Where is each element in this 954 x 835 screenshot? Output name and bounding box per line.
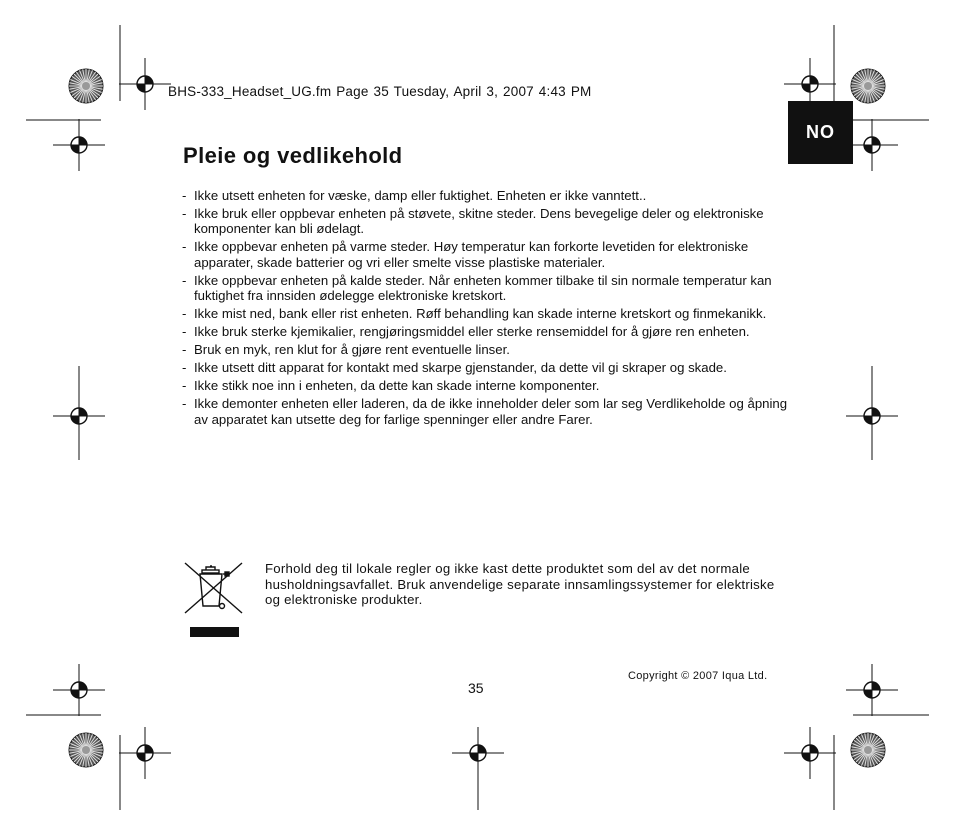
page-number: 35 [468,680,484,696]
list-dash: - [182,396,187,412]
language-tab: NO [788,101,853,164]
list-item-text: Ikke mist ned, bank eller rist enheten. Røff behandling kan skade interne kretskort og finmekanikk. [194,306,767,322]
list-dash: - [182,306,187,322]
list-dash: - [182,324,187,340]
list-item-text: Ikke utsett ditt apparat for kontakt med skarpe gjenstander, da dette vil gi skraper og skade. [194,360,727,376]
list-item-text: Bruk en myk, ren klut for å gjøre rent eventuelle linser. [194,342,510,358]
list-item [181,273,801,304]
list-item [181,306,801,321]
list-item [181,378,801,393]
list-dash: - [182,342,187,358]
list-item-text: Ikke oppbevar enheten på varme steder. Høy temperatur kan forkorte levetiden for elektroniske apparater, skade batterier og vri eller smelte visse plastiske materialer. [194,239,749,270]
copyright: Copyright © 2007 Iqua Ltd. [628,670,768,682]
list-item-text: Ikke demonter enheten eller laderen, da de ikke inneholder deler som lar seg Verdlikeholde og åpning av apparatet kan utsette deg for farlige spenninger eller andre Farer. [194,396,788,427]
file-info-header: BHS-333_Headset_UG.fm Page 35 Tuesday, April 3, 2007 4:43 PM [168,84,592,99]
list-dash: - [182,360,187,376]
list-item [181,188,801,203]
list-item [181,324,801,339]
weee-bar [190,627,239,637]
list-item-text: Ikke utsett enheten for væske, damp eller fuktighet. Enheten er ikke vanntett.. [194,188,647,203]
list-item-text: Ikke stikk noe inn i enheten, da dette kan skade interne komponenter. [194,378,600,394]
care-instructions-list [181,188,801,430]
list-dash: - [182,206,187,221]
list-item-text: Ikke bruk sterke kjemikalier, rengjøringsmiddel eller sterke rensemiddel for å gjøre ren enheten. [194,324,750,340]
crossed-out-wheelie-bin-icon [182,560,246,616]
list-dash: - [182,239,187,255]
list-dash: - [182,272,187,288]
list-item-text: Ikke bruk eller oppbevar enheten på støvete, skitne steder. Dens bevegelige deler og elektroniske komponenter kan bli ødelagt. [194,206,764,237]
list-item-text: Ikke oppbevar enheten på kalde steder. Når enheten kommer tilbake til sin normale temperatur kan fuktighet fra innsiden ødelegge elektroniske kretskort. [194,272,772,304]
list-item [181,342,801,357]
list-item [181,360,801,375]
list-item [181,396,801,427]
list-dash: - [182,378,187,394]
list-item [181,239,801,270]
disposal-notice: Forhold deg til lokale regler og ikke kast dette produktet som del av det normale husholdningsavfallet. Bruk anvendelige separate innsamlingssystemer for elektriske og elektroniske produkter. [265,561,775,607]
page-title: Pleie og vedlikehold [183,143,403,168]
list-item [181,206,801,237]
list-dash: - [182,188,187,203]
